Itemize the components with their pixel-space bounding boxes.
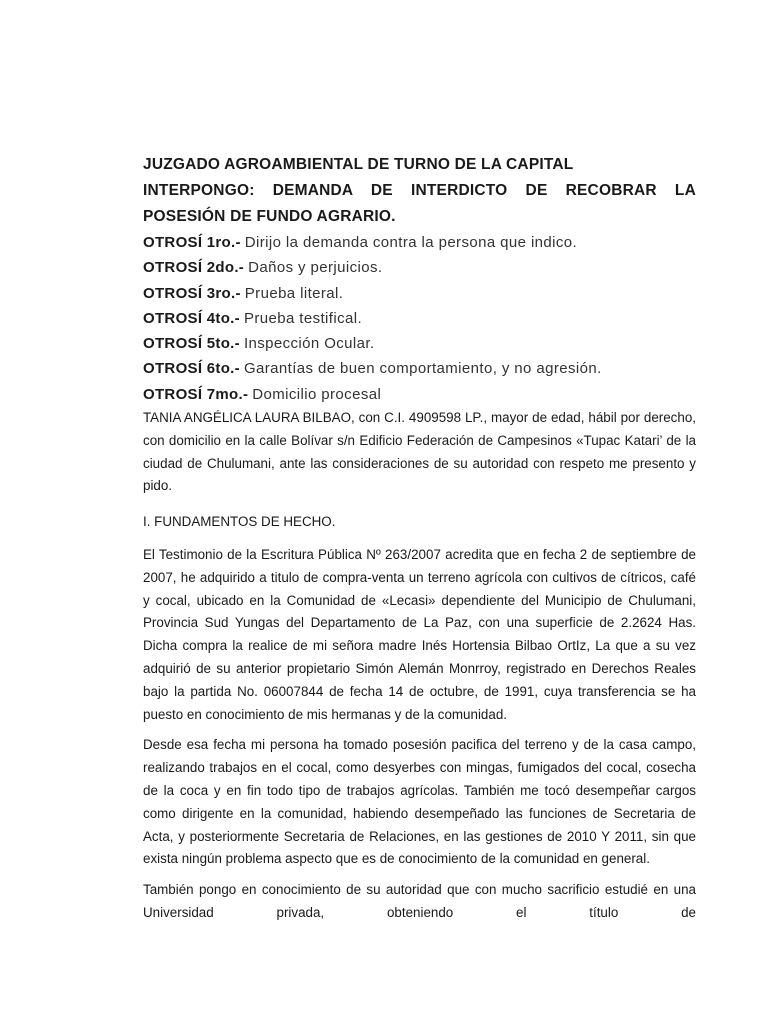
otrosi-item [143,356,696,381]
body-paragraph: También pongo en conocimiento de su autoridad que con mucho sacrificio estudié en una Universidad privada, obteniendo el título de [143,882,696,921]
otrosi-label: OTROSÍ 5to.- [143,335,240,353]
otrosi-item [143,255,696,280]
section-title: I. FUNDAMENTOS DE HECHO. [143,514,336,530]
otrosi-label: OTROSÍ 6to.- [143,360,240,378]
otrosi-list [143,230,696,407]
otrosi-item [143,331,696,356]
otrosi-item [143,306,696,331]
otrosi-text: Dirijo la demanda contra la persona que indico. [244,234,578,251]
body-paragraph: El Testimonio de la Escritura Pública Nº 263/2007 acredita que en fecha 2 de septiembre de 2007, he adquirido a titulo de compra-venta un terreno agrícola con cultivos de cítricos, café y cocal, ubicado en la Comunidad de «Lecasi» dependiente del Municipio de Chulumani, Provincia Sud Yungas del Departamento de La Paz, con una superficie de 2.2624 Has. Dicha compra la realice de mi señora madre Inés Hortensia Bilbao OrtIz, La que a su vez adquirió de su anterior propietario Simón Alemán Monrroy, registrado en Derechos Reales bajo la partida No. 06007844 de fecha 14 de octubre, de 1991, cuya transferencia se ha puesto en conocimiento de mis hermanas y de la comunidad. [143,547,696,722]
otrosi-text: Inspección Ocular. [243,335,375,353]
demand-heading: INTERPONGO: DEMANDA DE INTERDICTO DE RECOBRAR LA POSESIÓN DE FUNDO AGRARIO. [143,182,696,225]
court-heading: JUZGADO AGROAMBIENTAL DE TURNO DE LA CAPITAL [143,156,574,173]
otrosi-label: OTROSÍ 1ro.- [143,234,241,251]
otrosi-item [143,230,696,255]
otrosi-text: Prueba testifical. [243,309,363,327]
otrosi-text: Domicilio procesal [252,385,382,403]
otrosi-label: OTROSÍ 2do.- [143,259,245,277]
otrosi-label: OTROSÍ 7mo.- [143,385,249,403]
otrosi-label: OTROSÍ 3ro.- [143,284,241,302]
intro-paragraph: TANIA ANGÉLICA LAURA BILBAO, con C.I. 4909598 LP., mayor de edad, hábil por derecho, con domicilio en la calle Bolívar s/n Edificio Federación de Campesinos «Tupac Katari’ de la ciudad de Chulumani, ante las consideraciones de su autoridad con respeto me presento y pido. [143,410,696,494]
otrosi-text: Garantías de buen comportamiento, y no agresión. [243,360,602,378]
body-paragraph: Desde esa fecha mi persona ha tomado posesión pacifica del terreno y de la casa campo, realizando trabajos en el cocal, como desyerbes con mingas, fumigados del cocal, cosecha de la coca y en fin todo tipo de trabajos agrícolas. También me tocó desempeñar cargos como dirigente en la comunidad, habiendo desempeñado las funciones de Secretaria de Acta, y posteriormente Secretaria de Relaciones, en las gestiones de 2010 Y 2011, sin que exista ningún problema aspecto que es de conocimiento de la comunidad en general. [143,737,696,867]
otrosi-label: OTROSÍ 4to.- [143,309,240,327]
otrosi-item [143,281,696,306]
otrosi-text: Prueba literal. [244,284,344,302]
otrosi-text: Daños y perjuicios. [248,259,383,277]
document-page [143,152,696,933]
otrosi-item [143,382,696,407]
